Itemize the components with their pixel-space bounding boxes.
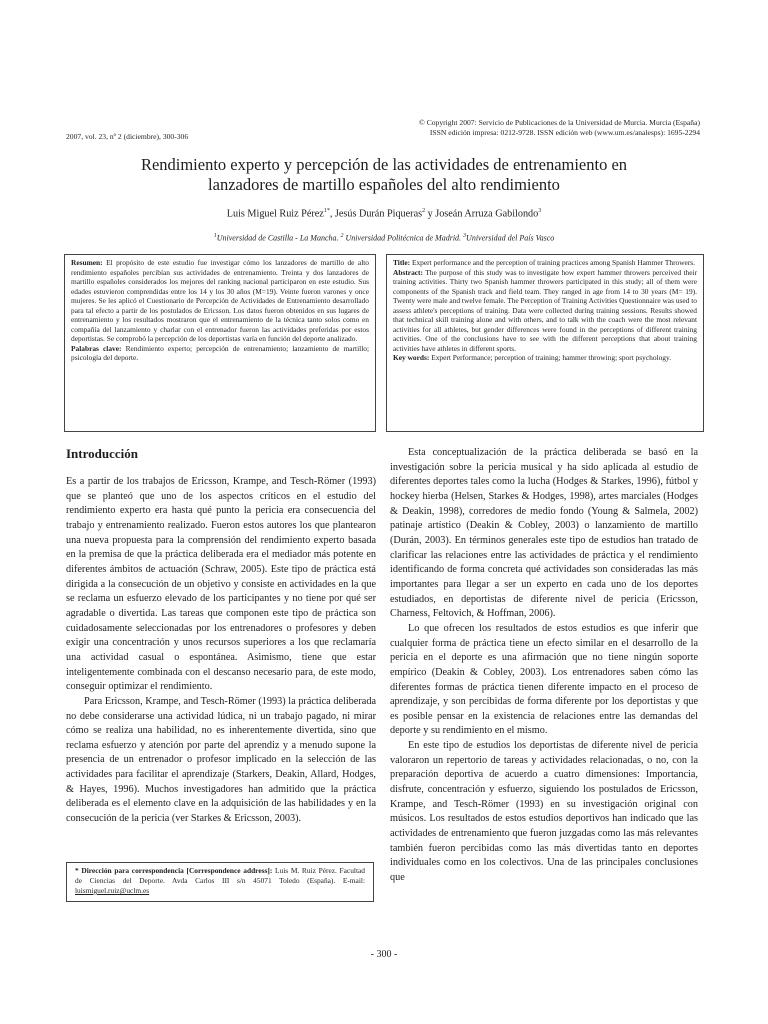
volume-info: 2007, vol. 23, nº 2 (diciembre), 300-306 [66, 132, 189, 141]
paragraph: Para Ericsson, Krampe, and Tesch-Römer (1993) la práctica deliberada no debe considerarse una actividad lúdica, ni un trabajo pagado, ni mirar cómo se realiza una habilidad, no es inherentemente divertida, sino que reclama esfuerzo y atención por parte del aprendiz y a menudo supone la presencia de un entrenador o profesor implicado en la selección de las actividades para facilitar el aprendizaje (Starkers, Deakin, Allard, Hodges, & Hayes, 1996). Muchos investigadores han admitido que la práctica deliberada es el elemento clave en la adquisición de las habilidades y en la consecución de la pericia (ver Starkes & Ericsson, 2003). [66, 695, 376, 825]
author-2-mark: 2 [422, 208, 426, 214]
authors [66, 208, 702, 219]
resumen-label: Resumen: [71, 258, 103, 267]
palabras-clave-text: Rendimiento experto; percepción de entrenamiento; lanzamiento de martillo; psicología del deporte. [71, 343, 369, 363]
author-3: y Joseán Arruza Gabilondo [425, 208, 539, 220]
abstract-english [386, 254, 704, 432]
paragraph: En este tipo de estudios los deportistas de diferente nivel de pericia valoraron un repertorio de tareas y actividades relacionadas, o no, con la preparación deportiva de acuerdo a cuatro dimensiones: Importancia, disfrute, concentración y esfuerzo, siguiendo los postulados de Ericsson, Krampe, and Tesch-Römer (1993) en su investigación original con músicos. Los resultados de estos estudios deportivos han indicado que las actividades de entrenamiento que fueron juzgadas como las más relevantes también fueron percibidas como las más divertidas tanto en deportes individuales como en los colectivos. Una de las principales conclusiones que [390, 740, 698, 884]
affil-3-mark: 3 [463, 233, 467, 239]
issn-line: ISSN edición impresa: 0212-9728. ISSN edición web (www.um.es/analesps): 1695-2294 [429, 127, 700, 137]
abstract-text: The purpose of this study was to investigate how expert hammer throwers perceived their training activities. Thirty two Spanish hammer throwers participated in this study; all of them were components of the Spanish track and field team. They ranged in age from 14 to 30 years (M= 19). Twenty were male and twelve female. The Perception of Training Activities Questionnaire was used to assess athlete's perceptions of training. Data were collected during training sessions. Results showed that technical skill training alone and with others, and to talk with the coach were the most relevant activities for all athletes, but gender differences were found in the perceptions of different training activities. One of the conclusions have to see with the different perceptions that about training activities have athletes in different sports. [393, 267, 697, 353]
paragraph: Esta conceptualización de la práctica deliberada se basó en la investigación sobre la pericia musical y ha sido aplicada al estudio de diferentes deportes tales como la lucha (Hodges & Starkes, 1996), fútbol y hockey hierba (Helsen, Starkes & Hodges, 1998), artes marciales (Hodges & Deakin, 1998), corredores de medio fondo (Young & Salmela, 2002) patinaje artístico (Deakin & Cobley, 2003) o lanzamiento de martillo (Durán, 2003). En términos generales este tipo de estudios han tratado de clarificar las relaciones entre las actividades de práctica y el rendimiento identificando de forma concreta qué actividades son consideradas las más importantes para llegar a ser un experto en cada uno de los deportes estudiados, en deportistas de diferente nivel de pericia (Ericsson, Charness, Feltovich, & Hoffman, 2006). [390, 447, 698, 620]
abstract-spanish [64, 254, 376, 432]
article-title [66, 155, 702, 195]
resumen-text: El propósito de este estudio fue investigar cómo los lanzadores de martillo de alto rendimiento españoles percibían sus actividades de entrenamiento. Treinta y dos lanzadores de martillo españoles considerados los mejores del ranking nacional participaron en este estudio. Sus edades estuvieron comprendidas entre los 14 y los 30 años (M=19). Veinte fueron varones y once mujeres. Se les aplicó el Cuestionario de Percepción de Actividades de Entrenamiento desarrollado para tal efecto a partir de los postulados de Ericsson. Los datos fueron obtenidos en sus lugares de entrenamiento y los resultados mostraron que el entrenamiento de la técnica tanto solos como en compañía del lanzamiento y charlar con el entrenador fueron las actividades preferidas por estos deportistas. Se comprobó la percepción de los deportistas varía en función del deporte analizado. [71, 258, 369, 344]
paragraph: Es a partir de los trabajos de Ericsson, Krampe, and Tesch-Römer (1993) que se planteó que uno de los aspectos críticos en el estudio del rendimiento experto era hasta qué punto la pericia era consecuencia del trabajo y entrenamiento realizado. Fueron estos autores los que plantearon una nueva propuesta para la comprensión del rendimiento experto basada en la premisa de que la práctica deliberada era el mediador más potente en diferentes ámbitos de actuación (Schraw, 2005). Este tipo de práctica está dirigida a la consecución de un objetivo y consiste en actividades en la que se reclama un esfuerzo elevado de los participantes y no tiene por qué ser agradable o divertida. Las tareas que componen este tipo de práctica son cuidadosamente seleccionadas por los entrenadores o profesores y deben exigir una concentración y unos recursos superiores a los que reclamaría una actividad casual o espontánea. Asimismo, tiene que estar inteligentemente combinada con el descanso necesario para, de este modo, conseguir optimizar el rendimiento. [66, 476, 376, 693]
affiliation-2: Universidad Politécnica de Madrid. [343, 233, 464, 243]
en-title-text: Expert performance and the perception of training practices among Spanish Hammer Throwers. [410, 258, 696, 267]
author-1-mark: 1* [323, 208, 330, 214]
en-title-label: Title: [393, 258, 411, 267]
palabras-clave-label: Palabras clave: [71, 343, 122, 353]
email-link[interactable]: luismiguel.ruiz@uclm.es [75, 886, 150, 895]
title-line-1: Rendimiento experto y percepción de las actividades de entrenamiento en [140, 155, 628, 174]
paragraph: Lo que ofrecen los resultados de estos estudios es que inferir que cualquier forma de práctica tiene un efecto similar en el desarrollo de la pericia en el deporte es una afirmación que no tiene ningún soporte empírico (Deakin & Cobley, 2003). Los entrenadores saben cómo las diferentes formas de práctica tienen diferente impacto en el proceso de aprendizaje, y son percibidas de forma diferente por los deportistas y que es posible pensar en la existencia de relaciones entre las demandas del deporte y su rendimiento en el mismo. [390, 622, 698, 737]
section-heading-introduccion: Introducción [66, 446, 138, 461]
publication-info [340, 118, 700, 137]
affil-2-mark: 2 [340, 233, 344, 239]
key-words-label: Key words: [393, 353, 430, 363]
abstract-label: Abstract: [393, 267, 423, 277]
affiliation-1: Universidad de Castilla - La Mancha. [216, 233, 341, 243]
affiliations [66, 233, 702, 243]
correspondence-label: * Dirección para correspondencia [Correspondence address]: [75, 866, 273, 875]
title-line-2: lanzadores de martillo españoles del alto rendimiento [208, 175, 560, 194]
correspondence-box [66, 862, 374, 902]
affil-1-mark: 1 [213, 233, 217, 239]
author-1: Luis Miguel Ruiz Pérez [226, 208, 324, 220]
page-number: - 300 - [370, 949, 398, 960]
body-column-left [66, 475, 376, 827]
author-2: , Jesús Durán Piqueras [329, 208, 423, 220]
correspondence-text: Luis M. Ruiz Pérez. Facultad de Ciencias del Deporte. Avda Carlos III s/n 45071 Toledo (España). E-mail: [75, 866, 365, 885]
key-words-text: Expert Performance; perception of training; hammer throwing; sport psychology. [429, 353, 672, 363]
body-column-right [390, 446, 698, 886]
author-3-mark: 3 [538, 208, 542, 214]
affiliation-3: Universidad del País Vasco [466, 233, 555, 243]
copyright-line: © Copyright 2007: Servicio de Publicaciones de la Universidad de Murcia. Murcia (España) [419, 118, 700, 127]
